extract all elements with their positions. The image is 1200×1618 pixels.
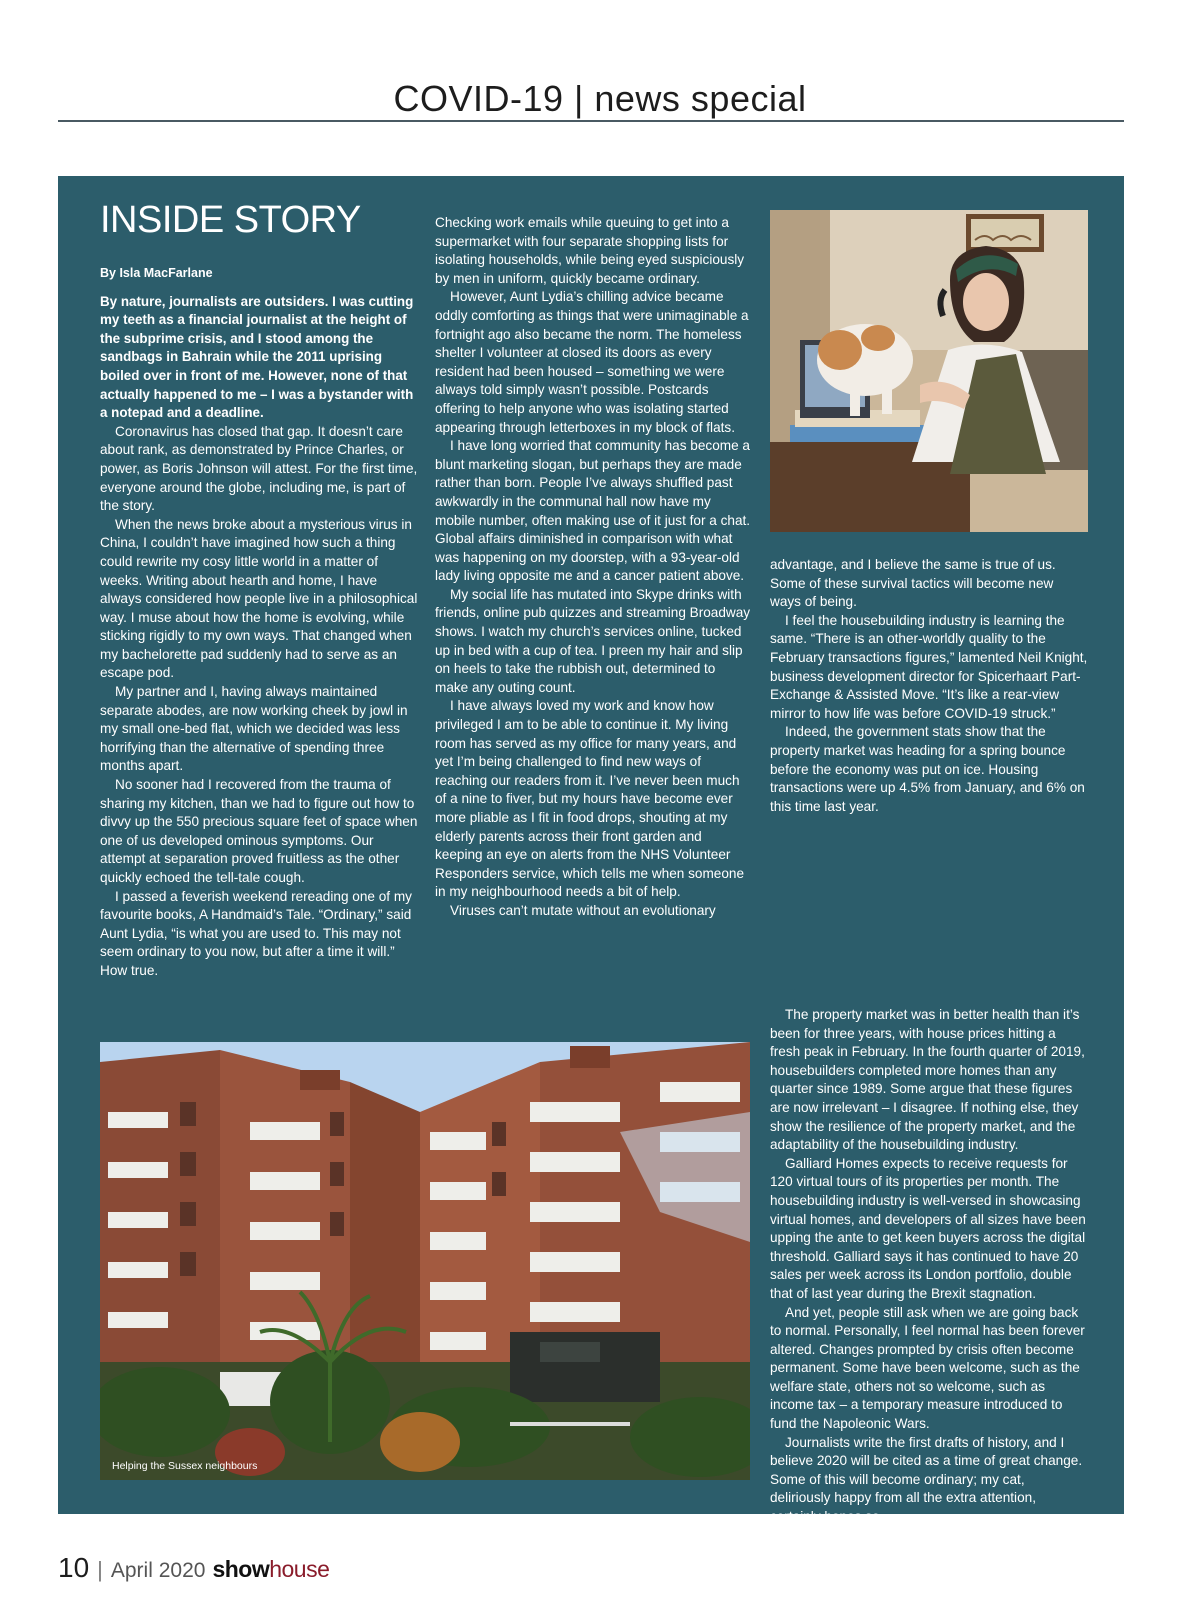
paragraph: Viruses can’t mutate without an evolutionary bbox=[450, 902, 716, 918]
article-column-1 bbox=[100, 198, 418, 981]
paragraph: I passed a feverish weekend rereading one of my favourite books, A Handmaid’s Tale. “Ordinary,” said Aunt Lydia, “is what you are used to. This may not seem ordinary to you now, but after a time it will.” How true. bbox=[100, 888, 412, 978]
paragraph: Checking work emails while queuing to get into a supermarket with four separate shopping lists for isolating households, while being eyed suspiciously by men in uniform, quickly became ordinary. bbox=[435, 215, 745, 286]
article-headline: INSIDE STORY bbox=[100, 199, 361, 241]
paragraph: I feel the housebuilding industry is learning the same. “There is an other-worldly quality to the February transactions figures,” lamented Neil Knight, business development director for Spicerhaart Part-Exchange & Assisted Move. “It’s like a rear-view mirror to how life was before COVID-19 struck.” bbox=[770, 612, 1088, 721]
author-credit: Isla MacFarlane is editor of Showhouse.co.uk bbox=[770, 1543, 1045, 1559]
portrait-photo bbox=[770, 210, 1088, 532]
showhouse-logo-house: house bbox=[269, 1556, 330, 1582]
building-photo bbox=[100, 1042, 750, 1480]
paragraph: When the news broke about a mysterious virus in China, I couldn’t have imagined how such a thing could rewrite my cosy little world in a matter of weeks. Writing about hearth and home, I have always considered how people live in a philosophical way. I muse about how the home is evolving, while sticking rigidly to my own ways. That changed when my bachelorette pad suddenly had to serve as an escape pod. bbox=[100, 516, 418, 681]
article-column-3-top bbox=[770, 556, 1088, 816]
article-byline: By Isla MacFarlane bbox=[100, 266, 213, 280]
paragraph: I have long worried that community has become a blunt marketing slogan, but perhaps they are made rather than born. People I’ve always shuffled past awkwardly in the communal hall now have my mobile number, often making use of it just for a chat. Global affairs diminished in comparison with what was happening on my doorstep, with a 93-year-old lady living opposite me and a cancer patient above. bbox=[435, 438, 751, 584]
article-panel bbox=[58, 176, 1124, 1559]
issue-date: April 2020 bbox=[110, 1559, 206, 1582]
article-column-3-bottom bbox=[770, 1006, 1088, 1561]
paragraph: Journalists write the first drafts of history, and I believe 2020 will be cited as a time of great change. Some of this will become ordinary; my cat, deliriously happy from all the extra attention, certainly hopes so. bbox=[770, 1434, 1083, 1525]
paragraph: However, Aunt Lydia’s chilling advice became oddly comforting as things that were unimaginable a fortnight ago also became the norm. The homeless shelter I volunteer at closed its doors as every resident had been housed – something we were always told simply wasn’t possible. Postcards offering to help anyone who was isolating started appearing through letterboxes in my block of flats. bbox=[435, 289, 749, 435]
page-number: 10 bbox=[58, 1552, 90, 1583]
paragraph: Galliard Homes expects to receive requests for 120 virtual tours of its properties per month. The housebuilding industry is well-versed in showcasing virtual homes, and developers of all sizes have been upping the ante to get keen buyers across the digital threshold. Galliard says it has continued to have 20 sales per week across its London portfolio, double that of last year during the Brexit stagnation. bbox=[770, 1155, 1086, 1301]
paragraph: The property market was in better health than it’s been for three years, with house prices hitting a fresh peak in February. In the fourth quarter of 2019, housebuilders completed more homes than any quarter since 1989. Some argue that these figures are now irrelevant – I disagree. If nothing else, they show the resilience of the property market, and the adaptability of the housebuilding industry. bbox=[770, 1007, 1085, 1153]
paragraph: No sooner had I recovered from the trauma of sharing my kitchen, than we had to figure out how to divvy up the 550 precious square feet of space when one of us developed ominous symptoms. Our attempt at separation proved fruitless as the other quickly echoed the tell-tale cough. bbox=[100, 777, 418, 885]
paragraph: My partner and I, having always maintained separate abodes, are now working cheek by jowl in my small one-bed flat, which we decided was less horrifying than the alternative of spending three months apart. bbox=[100, 684, 408, 774]
article-standfirst: By nature, journalists are outsiders. I was cutting my teeth as a financial journalist at the height of the subprime crisis, and I stood among the sandbags in Bahrain while the 2011 uprising boiled over in front of me. However, none of that actually happened to me – I was a bystander with a notepad and a deadline. bbox=[100, 293, 414, 421]
building-photo-caption: Helping the Sussex neighbours bbox=[112, 1460, 258, 1472]
footer-separator: | bbox=[97, 1557, 103, 1582]
paragraph: My social life has mutated into Skype drinks with friends, online pub quizzes and streaming Broadway shows. I watch my church’s services online, tucked up in bed with a cup of tea. I preen my hair and slip on heels to take the rubbish out, determined to make any outing count. bbox=[435, 586, 751, 695]
paragraph: advantage, and I believe the same is true of us. Some of these survival tactics will become new ways of being. bbox=[770, 557, 1056, 610]
building-photo-illustration bbox=[100, 1042, 750, 1480]
section-header: COVID-19 | news special bbox=[393, 78, 807, 119]
paragraph: Coronavirus has closed that gap. It doesn’t care about rank, as demonstrated by Prince Charles, or power, as Boris Johnson will attest. For the first time, everyone around the globe, including me, is part of the story. bbox=[100, 423, 418, 514]
showhouse-logo-show: show bbox=[212, 1556, 270, 1582]
paragraph: Indeed, the government stats show that the property market was heading for a spring bounce before the economy was put on ice. Housing transactions were up 4.5% from January, and 6% on this time last year. bbox=[770, 724, 1085, 814]
paragraph: And yet, people still ask when we are going back to normal. Personally, I feel normal has been forever altered. Changes prompted by crisis often become permanent. Some have been welcome, such as the welfare state, others not so welcome, such as income tax – a temporary measure introduced to fund the Napoleonic Wars. bbox=[770, 1304, 1085, 1432]
article-column-2 bbox=[435, 214, 751, 921]
portrait-photo-illustration bbox=[770, 210, 1088, 532]
page-footer bbox=[58, 1552, 329, 1586]
paragraph: I have always loved my work and know how privileged I am to be able to continue it. My living room has served as my office for many years, and yet I’m being challenged to find new ways of reaching our readers from it. I’ve never been much of a nine to fiver, but my hours have become ever more pliable as I fit in food drops, shouting at my elderly parents across their front garden and keeping an eye on alerts from the NHS Volunteer Responders service, which tells me when someone in my neighbourhood needs a bit of help. bbox=[435, 698, 745, 900]
header-rule bbox=[58, 120, 1124, 122]
